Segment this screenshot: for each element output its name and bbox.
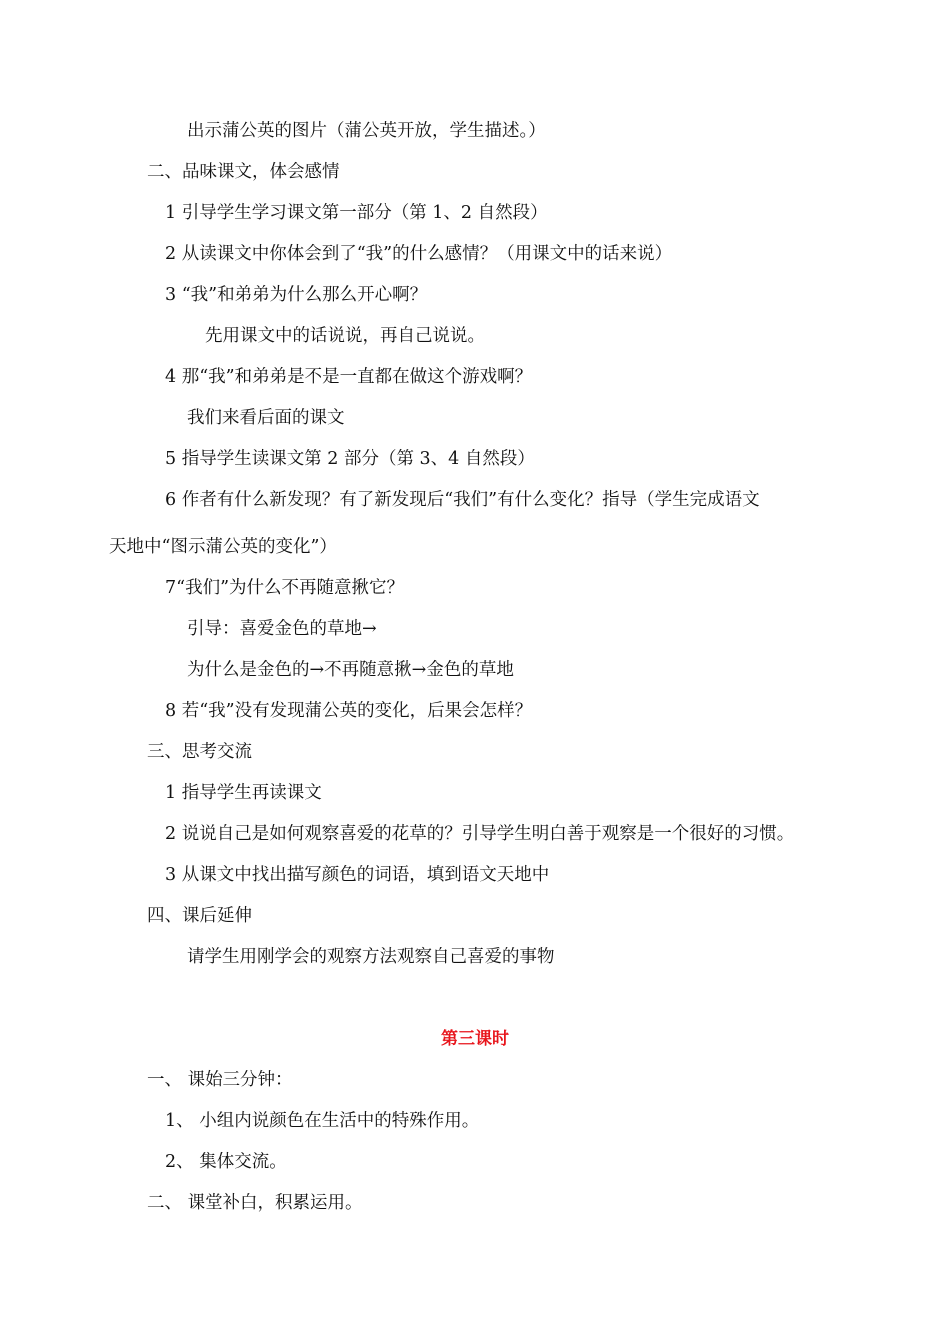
text-line: 2 从读课文中你体会到了“我”的什么感情？（用课文中的话来说）	[165, 244, 673, 264]
section-heading: 二、品味课文，体会感情	[147, 162, 340, 182]
text-line: 为什么是金色的→不再随意揪→金色的草地	[187, 660, 514, 680]
lesson-title: 第三课时	[441, 1029, 509, 1049]
section-heading: 四、课后延伸	[147, 906, 252, 926]
text-line: 1、 小组内说颜色在生活中的特殊作用。	[165, 1111, 480, 1131]
text-line: 先用课文中的话说说，再自己说说。	[205, 326, 485, 346]
text-line: 引导：喜爱金色的草地→	[187, 619, 377, 639]
text-line: 3 “我”和弟弟为什么那么开心啊？	[165, 285, 428, 305]
text-line: 3 从课文中找出描写颜色的词语，填到语文天地中	[165, 865, 550, 885]
text-line: 请学生用刚学会的观察方法观察自己喜爱的事物	[187, 947, 555, 967]
text-line: 6 作者有什么新发现？有了新发现后“我们”有什么变化？指导（学生完成语文	[165, 490, 760, 510]
section-heading: 二、 课堂补白，积累运用。	[147, 1193, 363, 1213]
text-line: 我们来看后面的课文	[187, 408, 345, 428]
text-line: 天地中“图示蒲公英的变化”）	[109, 537, 337, 557]
text-line: 2 说说自己是如何观察喜爱的花草的？引导学生明白善于观察是一个很好的习惯。	[165, 824, 795, 844]
text-line: 2、 集体交流。	[165, 1152, 287, 1172]
section-heading: 三、思考交流	[147, 742, 252, 762]
text-line: 8 若“我”没有发现蒲公英的变化，后果会怎样？	[165, 701, 533, 721]
text-line: 7“我们”为什么不再随意揪它？	[165, 578, 405, 598]
text-line: 出示蒲公英的图片（蒲公英开放，学生描述。）	[187, 121, 546, 141]
text-line: 1 引导学生学习课文第一部分（第 1、2 自然段）	[165, 203, 548, 223]
text-line: 5 指导学生读课文第 2 部分（第 3、4 自然段）	[165, 449, 535, 469]
text-line: 1 指导学生再读课文	[165, 783, 322, 803]
text-line: 4 那“我”和弟弟是不是一直都在做这个游戏啊？	[165, 367, 533, 387]
section-heading: 一、 课始三分钟：	[147, 1070, 293, 1090]
